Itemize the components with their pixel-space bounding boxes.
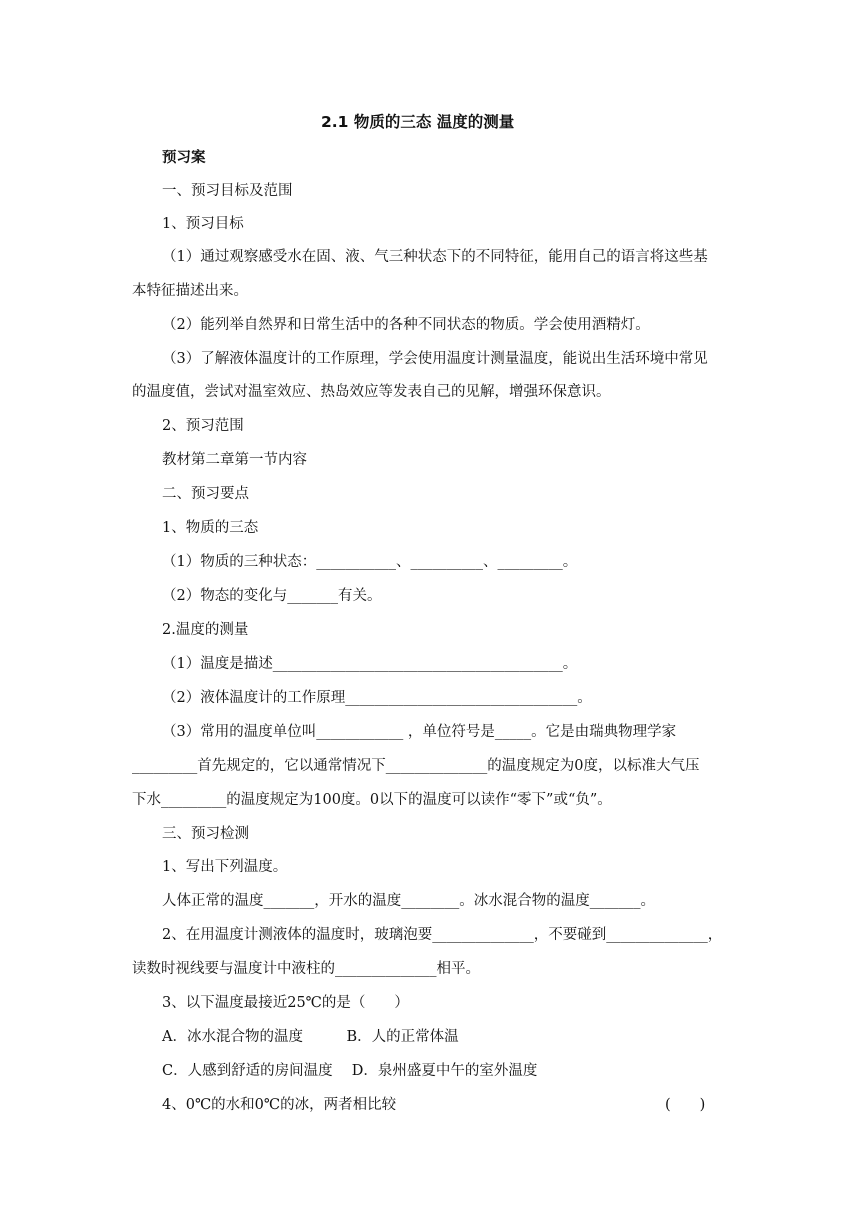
check-question-2-line-2: 读数时视线要与温度计中液柱的______________相平。 — [132, 961, 480, 977]
temperature-question-3-line-1: （3）常用的温度单位叫____________ ，单位符号是_____。它是由瑞典物理学家 — [162, 724, 677, 740]
check-question-3: 3、以下温度最接近25℃的是（ ） — [162, 995, 409, 1011]
temperature-question-3-line-2: _________首先规定的，它以通常情况下______________的温度规定为0度，以标准大气压 — [132, 758, 700, 774]
subheading-three-states: 1、物质的三态 — [162, 520, 259, 536]
goal-3-line-2: 的温度值，尝试对温室效应、热岛效应等发表自己的见解，增强环保意识。 — [132, 384, 611, 400]
goal-1-line-2: 本特征描述出来。 — [132, 283, 248, 299]
subheading-goals: 1、预习目标 — [162, 216, 244, 232]
scope-text: 教材第二章第一节内容 — [162, 452, 307, 468]
states-question-1: （1）物质的三种状态：___________、__________、_________。 — [162, 554, 578, 570]
check-question-1: 1、写出下列温度。 — [162, 859, 288, 875]
goal-1-line-1: （1）通过观察感受水在固、液、气三种状态下的不同特征，能用自己的语言将这些基 — [162, 249, 708, 265]
check-question-3-options-cd: C．人感到舒适的房间温度 D．泉州盛夏中午的室外温度 — [162, 1063, 538, 1079]
check-question-4: 4、0℃的水和0℃的冰，两者相比较 — [162, 1097, 397, 1113]
subheading-temperature: 2.温度的测量 — [162, 622, 249, 638]
page-title: 2.1 物质的三态 温度的测量 — [321, 113, 515, 131]
section-heading-preview: 预习案 — [162, 150, 206, 166]
check-question-3-options-ab: A．冰水混合物的温度 B．人的正常体温 — [162, 1029, 459, 1045]
subheading-scope: 2、预习范围 — [162, 418, 244, 434]
check-question-4-answer-paren: ( ) — [665, 1097, 706, 1113]
temperature-question-3-line-3: 下水_________的温度规定为100度。0以下的温度可以读作“零下”或“负”。 — [132, 792, 612, 808]
goal-3-line-1: （3）了解液体温度计的工作原理，学会使用温度计测量温度，能说出生活环境中常见 — [162, 351, 708, 367]
states-question-2: （2）物态的变化与_______有关。 — [162, 588, 382, 604]
heading-key-points: 二、预习要点 — [162, 486, 249, 502]
check-question-1-body: 人体正常的温度_______，开水的温度________。冰水混合物的温度_______。 — [162, 893, 655, 909]
heading-goals-scope: 一、预习目标及范围 — [162, 183, 293, 199]
check-question-2-line-1: 2、在用温度计测液体的温度时，玻璃泡要______________，不要碰到______________， — [162, 927, 723, 943]
temperature-question-1: （1）温度是描述________________________________________。 — [162, 656, 578, 672]
heading-preview-check: 三、预习检测 — [162, 826, 249, 842]
goal-2: （2）能列举自然界和日常生活中的各种不同状态的物质。学会使用酒精灯。 — [162, 317, 650, 333]
temperature-question-2: （2）液体温度计的工作原理________________________________。 — [162, 690, 592, 706]
